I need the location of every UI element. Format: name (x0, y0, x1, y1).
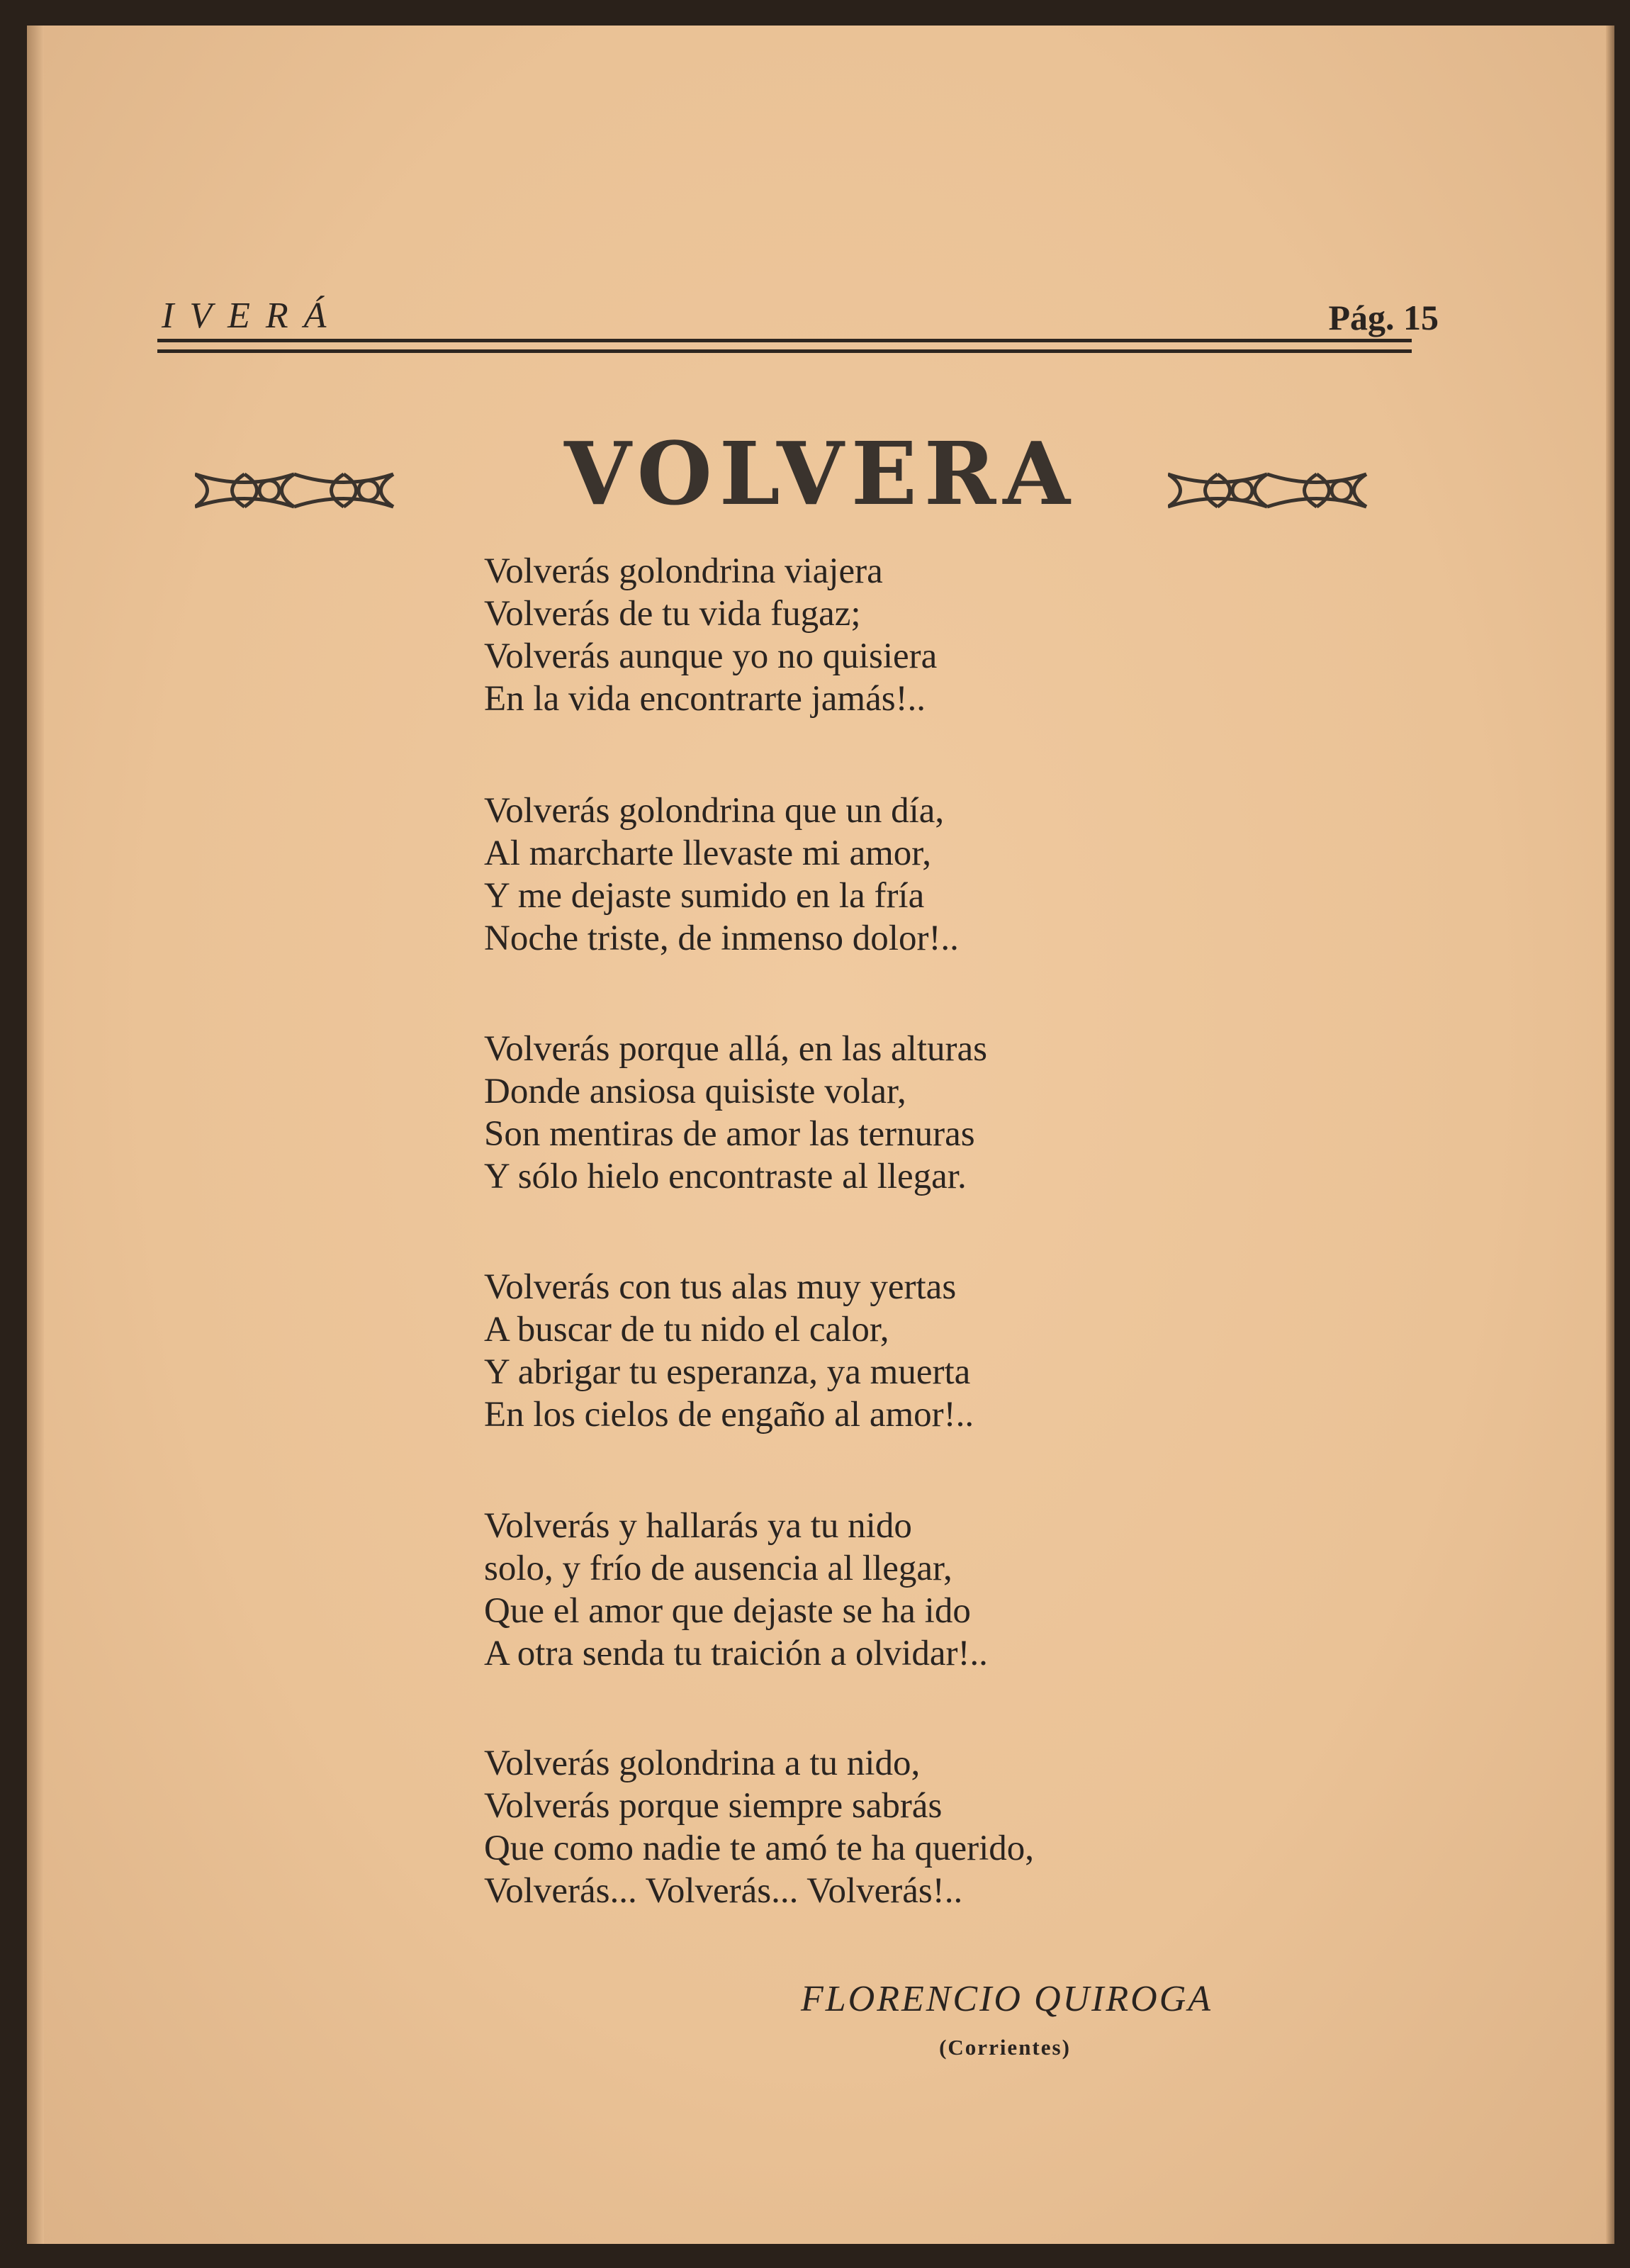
verse-line: Donde ansiosa quisiste volar, (484, 1072, 906, 1111)
verse-line: Volverás aunque yo no quisiera (484, 636, 938, 676)
author-name: FLORENCIO QUIROGA (800, 1979, 1213, 2019)
page-edge (1606, 26, 1614, 2244)
verse-line: A otra senda tu traición a olvidar!.. (484, 1634, 988, 1673)
verse-line: Volverás de tu vida fugaz; (484, 594, 861, 634)
header-rule-top (157, 339, 1412, 342)
header-rule-bottom (157, 349, 1412, 353)
verse-line: Volverás golondrina a tu nido, (484, 1744, 921, 1783)
verse-line: Son mentiras de amor las ternuras (484, 1114, 975, 1154)
magazine-page (27, 26, 1614, 2244)
verse-line: Volverás golondrina que un día, (484, 791, 945, 831)
verse-line: En los cielos de engaño al amor!.. (484, 1395, 974, 1435)
verse-line: Volverás golondrina viajera (484, 551, 883, 591)
poem-title: VOLVERA (564, 422, 1077, 524)
verse-line: En la vida encontrarte jamás!.. (484, 679, 926, 719)
verse-line: Volverás porque siempre sabrás (484, 1786, 943, 1826)
verse-line: Volverás porque allá, en las alturas (484, 1029, 987, 1069)
stanza-3 (484, 1028, 987, 1198)
stanza-5 (484, 1505, 988, 1675)
verse-line: Y sólo hielo encontraste al llegar. (484, 1157, 967, 1196)
ornament-right-icon (1168, 468, 1370, 512)
verse-line: A buscar de tu nido el calor, (484, 1310, 889, 1349)
verse-line: Noche triste, de inmenso dolor!.. (484, 919, 959, 958)
verse-line: Que como nadie te amó te ha querido, (484, 1829, 1035, 1868)
verse-line: solo, y frío de ausencia al llegar, (484, 1549, 952, 1588)
page-spine (27, 26, 44, 2244)
verse-line: Y abrigar tu esperanza, ya muerta (484, 1352, 971, 1392)
verse-line: Volverás... Volverás... Volverás!.. (484, 1871, 963, 1911)
stanza-1 (484, 550, 937, 720)
stanza-6 (484, 1742, 1034, 1912)
verse-line: Al marcharte llevaste mi amor, (484, 833, 931, 873)
verse-line: Volverás con tus alas muy yertas (484, 1267, 957, 1307)
verse-line: Volverás y hallarás ya tu nido (484, 1506, 912, 1546)
running-header-title: IVERÁ (162, 296, 342, 336)
stanza-2 (484, 790, 959, 960)
author-location: (Corrientes) (939, 2035, 1071, 2060)
verse-line: Y me dejaste sumido en la fría (484, 876, 925, 916)
stanza-4 (484, 1266, 974, 1436)
verse-line: Que el amor que dejaste se ha ido (484, 1591, 971, 1631)
page-number: Pág. 15 (1328, 298, 1439, 337)
